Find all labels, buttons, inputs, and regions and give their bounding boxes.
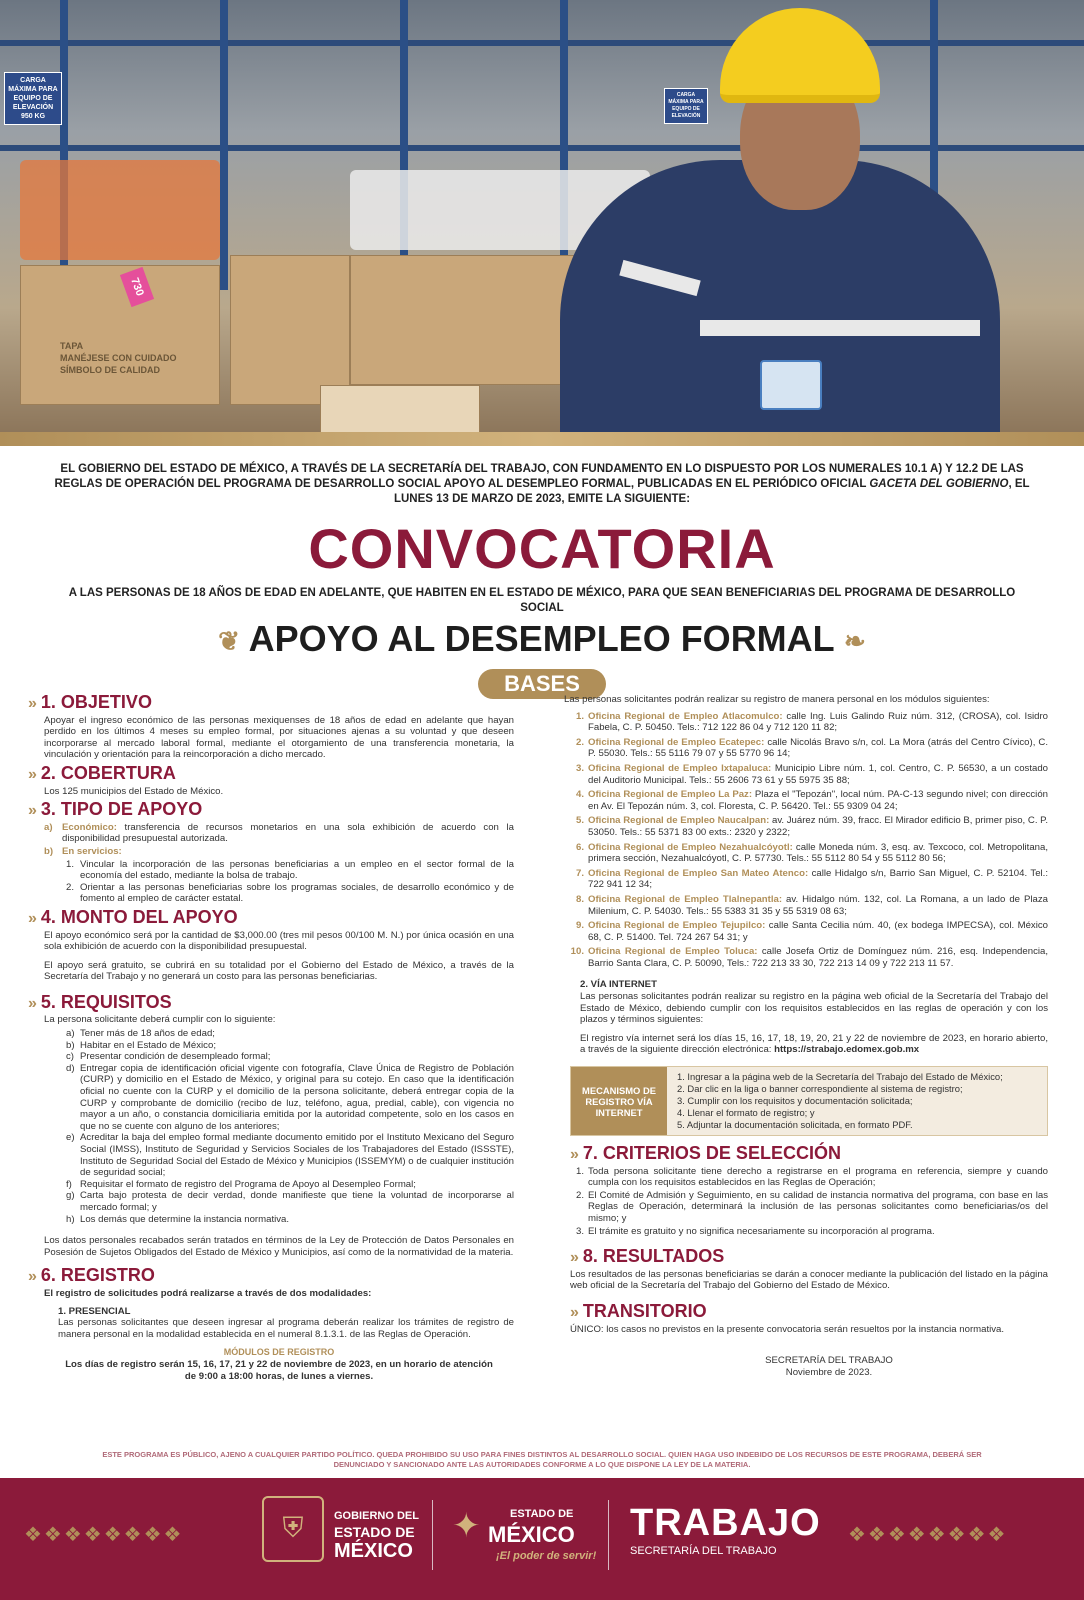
objetivo-text: Apoyar el ingreso económico de las personas mexiquenses de 18 años de edad en adelante que hayan perdido en los últimos 4 meses su empleo formal, por situaciones ajenas a su voluntad y que deseen incorporarse al mercado laboral formal, mediante el otorgamiento de una transferencia monetaria, la vinculación y orientación para la reincorporación a dicho mercado. bbox=[44, 714, 514, 761]
list-item: h) Los demás que determine la instancia normativa. bbox=[66, 1213, 290, 1225]
bases-badge: BASES bbox=[478, 669, 606, 699]
section-criterios-title: » 7. CRITERIOS DE SELECCIÓN bbox=[570, 1143, 841, 1164]
trabajo-logo: TRABAJO SECRETARÍA DEL TRABAJO bbox=[630, 1502, 821, 1557]
cardboard-box bbox=[230, 255, 350, 405]
load-sign: CARGA MÁXIMA PARA EQUIPO DE ELEVACIÓN bbox=[664, 88, 708, 124]
section-requisitos-title: » 5. REQUISITOS bbox=[28, 991, 172, 1012]
privacy-note: Los datos personales recabados serán tratados en términos de la Ley de Protección de Datos Personales en Posesión de Sujetos Obligados del Estado de México y Municipios, así como de la normatividad de la materia. bbox=[44, 1235, 514, 1258]
office-item: 3. Oficina Regional de Empleo Ixtapaluca: Municipio Libre núm. 1, col. Centro, C. P. 56530, a un costado del Auditorio Municipal. Tels.: 55 2606 73 61 y 55 5975 35 88; bbox=[575, 762, 1048, 786]
chevron-icon: » bbox=[28, 765, 37, 783]
list-item: b) Habitar en el Estado de México; bbox=[66, 1039, 216, 1051]
office-item: 8. Oficina Regional de Empleo Tlalnepantla: av. Hidalgo núm. 132, col. La Romana, a un lado de Plaza Milenium, C. P. 54030. Tels.: 55 5383 31 35 y 55 5319 08 63; bbox=[575, 893, 1048, 917]
box-label: TAPA MANÉJESE CON CUIDADO SÍMBOLO DE CALIDAD bbox=[60, 341, 177, 375]
registro-block bbox=[28, 1288, 514, 1382]
list-item: 3. El trámite es gratuito y no significa necesariamente su incorporación al programa. bbox=[576, 1225, 935, 1237]
transitorio-text: ÚNICO: los casos no previstos en la presente convocatoria serán resueltos por la instancia normativa. bbox=[570, 1323, 1005, 1335]
section-tipo-apoyo-title: » 3. TIPO DE APOYO bbox=[28, 799, 203, 820]
chevron-icon: » bbox=[28, 1268, 37, 1286]
ornament-right-icon: ❖❖❖❖❖❖❖❖ bbox=[848, 1524, 1008, 1546]
requisitos-list bbox=[28, 1014, 514, 1258]
section-objetivo-title: » 1. OBJETIVO bbox=[28, 692, 152, 712]
id-badge bbox=[760, 360, 822, 410]
edomex-mark-icon: ✦ bbox=[452, 1507, 481, 1545]
office-item: 1. Oficina Regional de Empleo Atlacomulco: calle Ing. Luis Galindo Ruiz núm. 312, (CROSA), col. Isidro Fabela, C. P. 50450. Tels.: 712 122 86 04 y 712 120 11 82; bbox=[575, 710, 1048, 734]
section-monto-title: » 4. MONTO DEL APOYO bbox=[28, 906, 238, 927]
ornament-left-icon: ❖❖❖❖❖❖❖❖ bbox=[24, 1524, 184, 1546]
registration-url-link[interactable]: https://strabajo.edomex.gob.mx bbox=[774, 1044, 920, 1056]
shelf-post bbox=[220, 0, 228, 290]
chevron-icon: » bbox=[570, 1249, 579, 1267]
presencial-title: 1. PRESENCIAL bbox=[58, 1305, 131, 1317]
internet-text-2: El registro vía internet será los días 15, 16, 17, 18, 19, 20, 21 y 22 de noviembre de 2023, en horario abierto, a través de la siguiente dirección electrónica: https://strabajo.edomex.gob.mx bbox=[580, 1032, 1048, 1056]
list-item: c) Presentar condición de desempleado formal; bbox=[66, 1051, 271, 1063]
list-item: 2. El Comité de Admisión y Seguimiento, en su calidad de instancia normativa del programa, con base en las Reglas de Operación, determinará la inclusión de las personas solicitantes como beneficiarias/os del mismo; y bbox=[576, 1189, 1048, 1224]
divider bbox=[608, 1500, 609, 1570]
gold-band bbox=[0, 432, 1084, 446]
section-registro-title: » 6. REGISTRO bbox=[28, 1265, 155, 1286]
list-item: 1. Toda persona solicitante tiene derecho a registrarse en el programa en referencia, siempre y cuando cumpla con los requisitos establecidos en las Reglas de Operación; bbox=[576, 1165, 1048, 1189]
box-tag: 730 bbox=[120, 267, 154, 307]
mechanism-box bbox=[570, 1066, 1048, 1136]
page-title: CONVOCATORIA bbox=[308, 517, 776, 580]
presencial-text: Las personas solicitantes que deseen ingresar al programa deberán realizar los trámites de registro de manera personal en la modalidad establecida en el numeral 8.1.3.1. de las Reglas de Operación. bbox=[58, 1317, 514, 1340]
office-item: 6. Oficina Regional de Empleo Nezahualcóyotl: calle Moneda núm. 3, esq. av. Texcoco, col. Metropolitana, primera sección, Nezahualcóyotl, C. P. 57730. Tels.: 55 5112 80 54 y 55 5112 80 56; bbox=[575, 841, 1048, 865]
requisitos-lead: La persona solicitante deberá cumplir con lo siguiente: bbox=[44, 1014, 276, 1026]
list-item: a) Económico: transferencia de recursos monetarios en una sola exhibición de acuerdo con la disponibilidad presupuestal autorizada. bbox=[44, 821, 514, 845]
list-item: a) Tener más de 18 años de edad; bbox=[66, 1028, 215, 1040]
office-item: 7. Oficina Regional de Empleo San Mateo Atenco: calle Hidalgo s/n, Barrio San Miguel, C. P. 52104. Tel.: 722 941 12 34; bbox=[575, 867, 1048, 891]
chevron-icon: » bbox=[28, 802, 37, 820]
list-item: g) Carta bajo protesta de decir verdad, donde manifieste que tiene la voluntad de incorporarse al mercado formal; y bbox=[66, 1190, 514, 1213]
divider bbox=[432, 1500, 433, 1570]
criterios-list bbox=[570, 1166, 1048, 1238]
intro-text: EL GOBIERNO DEL ESTADO DE MÉXICO, A TRAVÉS DE LA SECRETARÍA DEL TRABAJO, CON FUNDAMENTO EN LO DISPUESTO POR LOS NUMERALES 10.1 A) Y 12.2 DE LAS REGLAS DE OPERACIÓN DEL PROGRAMA DE DESARROLLO SOCIAL APOYO AL DESEMPLEO FORMAL, PUBLICADAS EN EL PERIÓDICO OFICIAL GACETA DEL GOBIERNO, EL LUNES 13 DE MARZO DE 2023, EMITE LA SIGUIENTE: bbox=[54, 463, 1030, 505]
modulos-title: MÓDULOS DE REGISTRO bbox=[223, 1347, 335, 1358]
hero-photo bbox=[0, 0, 1084, 440]
list-item: 1. Vincular la incorporación de las personas beneficiarias a un empleo en el sector formal de la economía del estado, mediante la bolsa de trabajo. bbox=[66, 858, 514, 882]
mechanism-label: MECANISMO DE REGISTRO VÍA INTERNET bbox=[571, 1067, 667, 1135]
chevron-icon: » bbox=[28, 994, 37, 1012]
cardboard-box bbox=[320, 385, 480, 435]
gobierno-logo: GOBIERNO DEL ESTADO DE MÉXICO bbox=[334, 1510, 419, 1562]
resultados-text: Los resultados de las personas beneficiarias se darán a conocer mediante la publicación del listado en la página web oficial de la Secretaría del Trabajo del Gobierno del Estado de México. bbox=[570, 1268, 1048, 1292]
laurel-left-icon: ❦ bbox=[218, 625, 240, 656]
section-resultados-title: » 8. RESULTADOS bbox=[570, 1246, 725, 1267]
subtitle: A LAS PERSONAS DE 18 AÑOS DE EDAD EN ADELANTE, QUE HABITEN EN EL ESTADO DE MÉXICO, PARA QUE SEAN BENEFICIARIAS DEL PROGRAMA DE DESARROLLO SOCIAL bbox=[68, 587, 1016, 614]
internet-text-1: Las personas solicitantes podrán realizar su registro en la página web oficial de la Secretaría del Trabajo del Estado de México, debiendo cumplir con los requisitos establecidos en las reglas de operación y con los plazos y términos siguientes: bbox=[580, 991, 1048, 1026]
shelf-beam bbox=[0, 145, 1084, 151]
monto-text-1: El apoyo económico será por la cantidad de $3,000.00 (tres mil pesos 00/100 M. N.) por única ocasión en una sola exhibición de acuerdo con la disponibilidad presupuestal. bbox=[44, 929, 514, 953]
program-title: ❦ APOYO AL DESEMPLEO FORMAL ❧ bbox=[218, 618, 866, 659]
cardboard-box bbox=[20, 265, 220, 405]
list-item: f) Requisitar el formato de registro del Programa de Apoyo al Desempleo Formal; bbox=[66, 1178, 416, 1190]
hard-hat bbox=[720, 8, 880, 103]
list-item: 2. Orientar a las personas beneficiarias sobre los programas sociales, de desarrollo económico y de fomento al empleo de carácter estatal. bbox=[66, 881, 514, 905]
list-item: b) En servicios: bbox=[44, 845, 122, 857]
internet-block bbox=[570, 979, 1048, 1056]
section-transitorio-title: » TRANSITORIO bbox=[570, 1300, 707, 1321]
office-item: 2. Oficina Regional de Empleo Ecatepec: calle Nicolás Bravo s/n, col. La Mora (atrás del Centro Cívico), C. P. 55030. Tels.: 55 5116 79 07 y 55 5770 96 14; bbox=[575, 736, 1048, 760]
wrapped-pallet bbox=[20, 160, 220, 260]
legal-disclaimer: ESTE PROGRAMA ES PÚBLICO, AJENO A CUALQUIER PARTIDO POLÍTICO. QUEDA PROHIBIDO SU USO PARA FINES DISTINTOS AL DESARROLLO SOCIAL. QUIEN HAGA USO INDEBIDO DE LOS RECURSOS DE ESTE PROGRAMA, DEBERÁ SER DENUNCIADO Y SANCIONADO ANTE LAS AUTORIDADES CONFORME A LO QUE DISPONE LA LEY DE LA MATERIA. bbox=[102, 1450, 982, 1469]
laurel-right-icon: ❧ bbox=[844, 625, 866, 656]
shelf-beam bbox=[0, 40, 1084, 46]
signature: SECRETARÍA DEL TRABAJO Noviembre de 2023. bbox=[765, 1355, 893, 1378]
office-item: 5. Oficina Regional de Empleo Naucalpan: av. Juárez núm. 39, fracc. El Mirador edificio B, primer piso, C. P. 53050. Tels.: 55 5371 83 00 exts.: 2320 y 2322; bbox=[575, 815, 1048, 838]
cardboard-box bbox=[350, 255, 590, 385]
office-item: 4. Oficina Regional de Empleo La Paz: Plaza el "Tepozán", local núm. PA-C-13 segundo nivel; con dirección en Av. El Tepozán núm. 3, col. Floresta, C. P. 56420. Tel.: 55 9309 04 24; bbox=[575, 789, 1048, 812]
chevron-icon: » bbox=[570, 1146, 579, 1164]
monto-text-2: El apoyo será gratuito, se cubrirá en su totalidad por el Gobierno del Estado de México, a través de la Secretaría del Trabajo y no generará un costo para las personas beneficiarias. bbox=[44, 959, 514, 983]
load-sign: CARGA MÁXIMA PARA EQUIPO DE ELEVACIÓN 950 KG bbox=[4, 72, 62, 125]
office-item: 10. Oficina Regional de Empleo Toluca: calle Josefa Ortiz de Domínguez núm. 216, esq. Independencia, Barrio Santa Clara, C. P. 50090, Tels.: 722 213 33 30, 722 213 14 09 y 722 213 11 57. bbox=[570, 946, 1048, 969]
footer-banner: ❖❖❖❖❖❖❖❖ ⛨ GOBIERNO DEL ESTADO DE MÉXICO ✦ ESTADO DE MÉXICO ¡El poder de servir! TRABAJO SECRETARÍA DEL TRABAJO ❖❖❖❖❖❖❖❖ bbox=[0, 1478, 1084, 1600]
left-column bbox=[28, 690, 514, 1382]
mechanism-steps: 1. Ingresar a la página web de la Secretaría del Trabajo del Estado de México; 2. Dar clic en la liga o banner correspondiente al sistema de registro; 3. Cumplir con los requisitos y documentación solicitada; 4. Llenar el formato de registro; y 5. Adjuntar la documentación solicitada, en formato PDF. bbox=[667, 1067, 1047, 1135]
chevron-icon: » bbox=[28, 695, 37, 712]
registro-lead: El registro de solicitudes podrá realizarse a través de dos modalidades: bbox=[44, 1287, 372, 1299]
list-item: e) Acreditar la baja del empleo formal mediante documento emitido por el Instituto Mexicano del Seguro Social (IMSS), Instituto de Seguridad y Servicios Sociales de los Trabajadores del Estado (ISSSTE), Instituto de Seguridad Social del Estado de México y Municipios (ISSEMYM) o de cualquier institución de seguridad social; bbox=[66, 1132, 514, 1179]
office-item: 9. Oficina Regional de Empleo Tejupilco: calle Santa Cecilia núm. 40, (ex bodega IMPECSA), col. México 68, C. P. 51400. Tel. 724 267 54 31; y bbox=[575, 920, 1048, 943]
chevron-icon: » bbox=[570, 1303, 579, 1321]
modulos-text: Los días de registro serán 15, 16, 17, 21 y 22 de noviembre de 2023, en un horario de atención de 9:00 a 18:00 horas, de lunes a viernes. bbox=[65, 1358, 493, 1382]
tipo-apoyo-list bbox=[28, 822, 514, 905]
state-seal-icon: ⛨ bbox=[262, 1496, 324, 1562]
reflective-stripe bbox=[700, 320, 980, 336]
right-column bbox=[564, 694, 1048, 1378]
internet-title: 2. VÍA INTERNET bbox=[580, 979, 657, 991]
chevron-icon: » bbox=[28, 909, 37, 927]
offices-lead: Las personas solicitantes podrán realizar su registro de manera personal en los módulos siguientes: bbox=[564, 694, 990, 705]
section-cobertura-title: » 2. COBERTURA bbox=[28, 762, 176, 783]
list-item: d) Entregar copia de identificación oficial vigente con fotografía, Clave Única de Registro de Población (CURP) y domicilio en el Estado de México, y original para su cotejo. En caso que la identificación oficial no cuente con la CURP y el domicilio de la persona solicitante, deberá entregar copia de la CURP y comprobante de domicilio (recibo de luz, teléfono, agua, predial, cable), con vigencia no mayor a un año, o constancia domiciliaria emitida por la autoridad competente, solo en los casos en que no se cuente con alguno de los anteriores; bbox=[66, 1062, 514, 1132]
cobertura-text: Los 125 municipios del Estado de México. bbox=[44, 785, 224, 797]
